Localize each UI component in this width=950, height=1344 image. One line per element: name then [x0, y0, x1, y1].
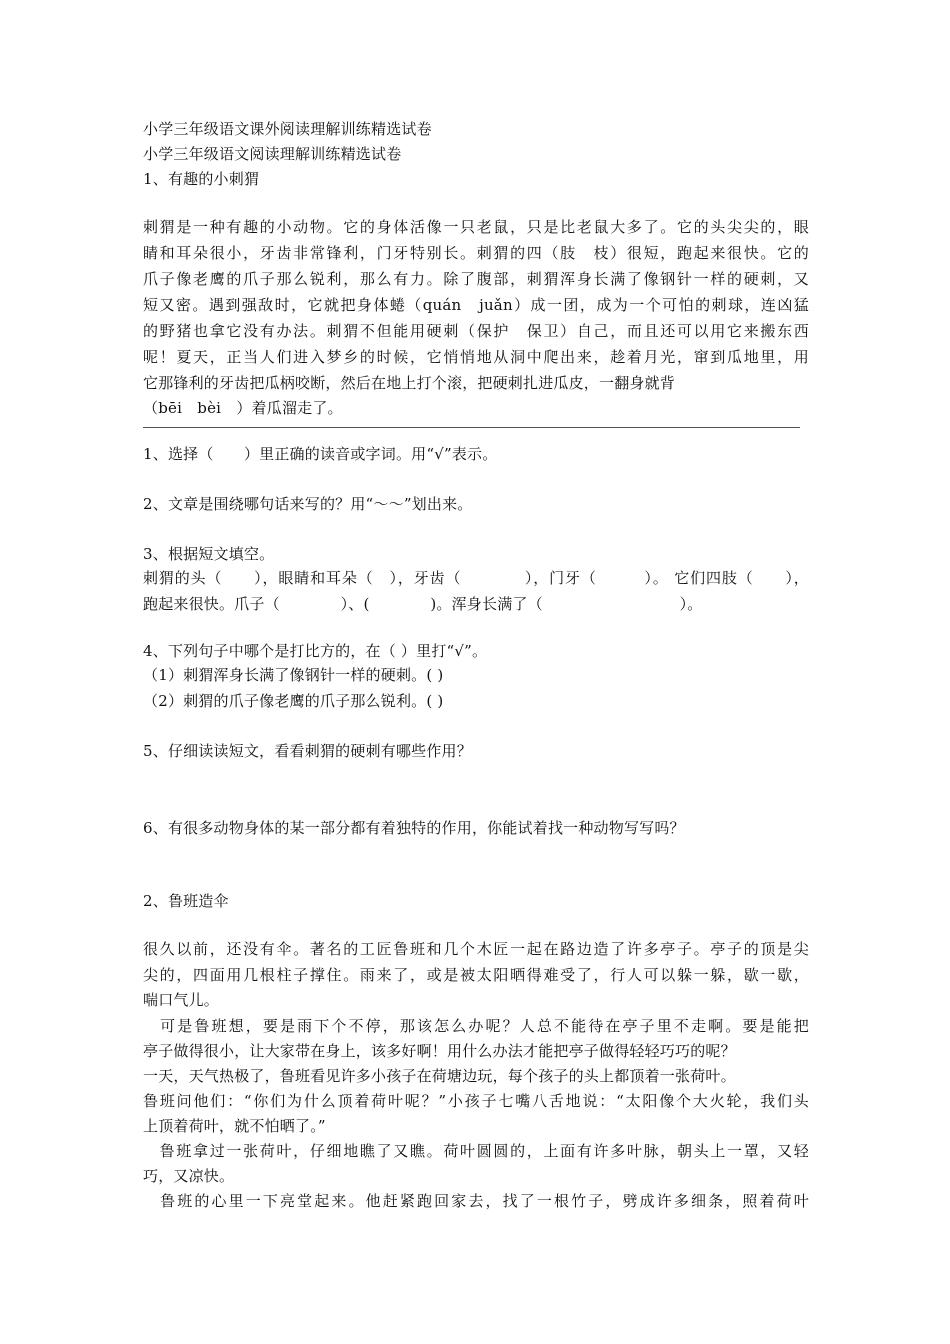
passage-line: 一天，天气热极了，鲁班看见许多小孩子在荷塘边玩，每个孩子的头上都顶着一张荷叶。: [143, 1067, 736, 1085]
passage-line: 很久以前，还没有伞。著名的工匠鲁班和几个木匠一起在路边造了许多亭子。亭子的顶是尖: [143, 940, 809, 958]
passage-line: 鲁班问他们：“你们为什么顶着荷叶呢？”小孩子七嘴八舌地说：“太阳像个大火轮，我们头: [143, 1092, 809, 1110]
passage-line: 亭子做得很小，让大家带在身上，该多好啊！用什么办法才能把亭子做得轻轻巧巧的呢？: [143, 1042, 736, 1060]
document-title: 小学三年级语文课外阅读理解训练精选试卷: [143, 120, 432, 138]
question-4-option: （2）刺猬的爪子像老鹰的爪子那么锐利。( ): [143, 692, 444, 710]
passage-line: 爪子像老鹰的爪子那么锐利，那么有力。除了腹部，刺猬浑身长满了像钢针一样的硬刺，又: [143, 270, 809, 288]
divider-line: [143, 427, 800, 428]
passage-line: 上顶着荷叶，就不怕晒了。”: [143, 1117, 326, 1135]
question-3-blank-line: 跑起来很快。爪子（ ）、( )。浑身长满了（ ）。: [143, 595, 703, 613]
passage-line: 的野猪也拿它没有办法。刺猬不但能用硬刺（保护 保卫）自己，而且还可以用它来搬东西: [143, 322, 809, 340]
question-3-blank-line: 刺猬的头（ ），眼睛和耳朵（ ），牙齿（ ），门牙（ ）。 它们四肢（ ），: [143, 569, 809, 587]
passage-line: 刺猬是一种有趣的小动物。它的身体活像一只老鼠，只是比老鼠大多了。它的头尖尖的，眼: [143, 218, 809, 236]
passage-line: 鲁班的心里一下亮堂起来。他赶紧跑回家去，找了一根竹子，劈成许多细条，照着荷叶: [143, 1192, 809, 1210]
passage-line: 鲁班拿过一张荷叶，仔细地瞧了又瞧。荷叶圆圆的，上面有许多叶脉，朝头上一罩，又轻: [143, 1142, 809, 1160]
section-heading-hedgehog: 1、有趣的小刺猬: [143, 170, 260, 188]
question-5: 5、仔细读读短文，看看刺猬的硬刺有哪些作用？: [143, 742, 472, 760]
passage-line: 尖的，四面用几根柱子撑住。雨来了，或是被太阳晒得难受了，行人可以躲一躲，歇一歇，: [143, 966, 809, 984]
section-heading-luban: 2、鲁班造伞: [143, 892, 229, 910]
passage-line: 巧，又凉快。: [143, 1167, 235, 1185]
question-6: 6、有很多动物身体的某一部分都有着独特的作用，你能试着找一种动物写写吗？: [143, 819, 685, 837]
passage-line: （bēi bèi ）着瓜溜走了。: [143, 399, 343, 417]
passage-line: 它那锋利的牙齿把瓜柄咬断，然后在地上打个滚，把硬刺扎进瓜皮，一翻身就背: [143, 374, 676, 392]
passage-line: 可是鲁班想，要是雨下个不停，那该怎么办呢？人总不能待在亭子里不走啊。要是能把: [143, 1017, 809, 1035]
passage-line: 睛和耳朵很小，牙齿非常锋利，门牙特别长。刺猬的四（肢 枝）很短，跑起来很快。它的: [143, 244, 809, 262]
passage-line: 短又密。遇到强敌时，它就把身体蜷（quán juǎn）成一团，成为一个可怕的刺球，连凶猛: [143, 296, 809, 314]
document-subtitle: 小学三年级语文阅读理解训练精选试卷: [143, 145, 402, 163]
question-4: 4、下列句子中哪个是打比方的，在（ ）里打“√”。: [143, 642, 488, 660]
passage-line: 呢！夏天，正当人们进入梦乡的时候，它悄悄地从洞中爬出来，趁着月光，窜到瓜地里，用: [143, 348, 809, 366]
question-1: 1、选择（ ）里正确的读音或字词。用“√”表示。: [143, 445, 498, 463]
question-3: 3、根据短文填空。: [143, 545, 275, 563]
question-4-option: （1）刺猬浑身长满了像钢针一样的硬刺。( ): [143, 666, 444, 684]
passage-line: 喘口气儿。: [143, 991, 220, 1009]
question-2: 2、文章是围绕哪句话来写的？用“～～”划出来。: [143, 495, 473, 513]
